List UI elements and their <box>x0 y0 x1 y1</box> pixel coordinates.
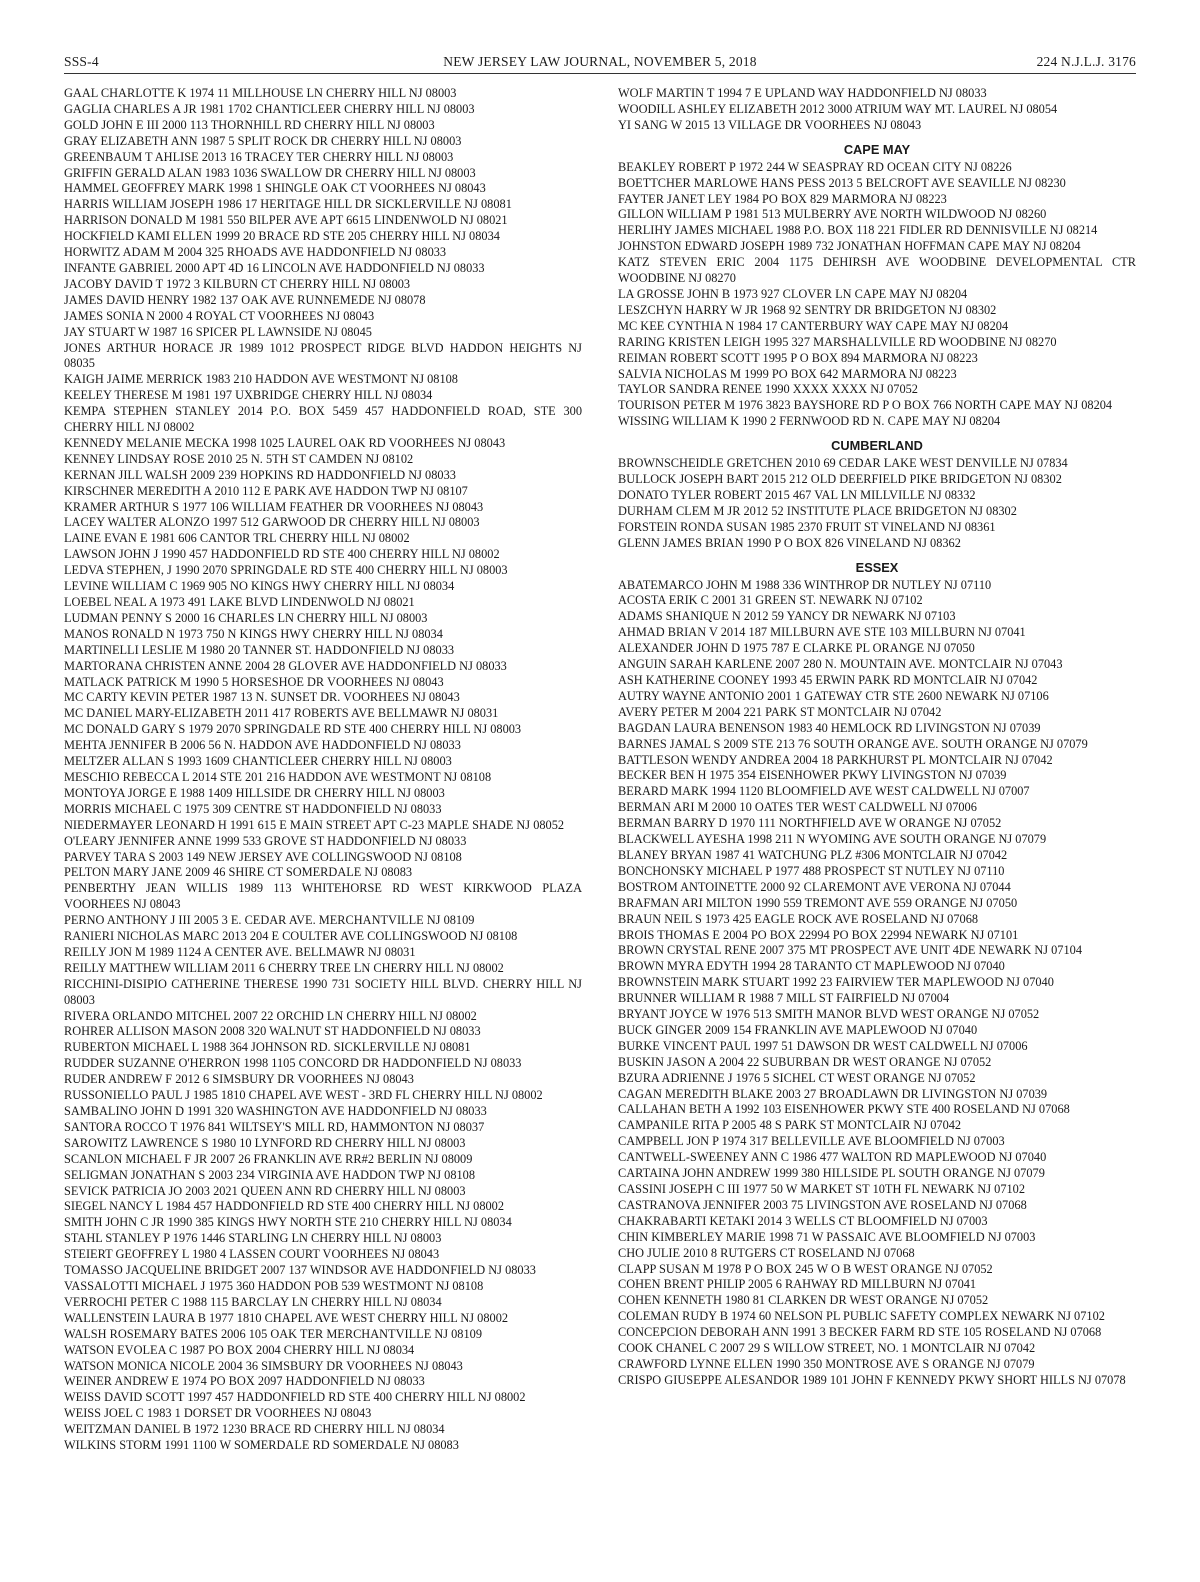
attorney-listing: BERMAN ARI M 2000 10 OATES TER WEST CALDWELL NJ 07006 <box>618 800 977 815</box>
attorney-listing: COOK CHANEL C 2007 29 S WILLOW STREET, NO. 1 MONTCLAIR NJ 07042 <box>618 1341 1036 1356</box>
attorney-listing: LUDMAN PENNY S 2000 16 CHARLES LN CHERRY HILL NJ 08003 <box>64 610 428 625</box>
attorney-listing: MC KEE CYNTHIA N 1984 17 CANTERBURY WAY CAPE MAY NJ 08204 <box>618 318 1009 333</box>
attorney-listing: BERARD MARK 1994 1120 BLOOMFIELD AVE WEST CALDWELL NJ 07007 <box>618 784 1030 799</box>
attorney-listing: GOLD JOHN E III 2000 113 THORNHILL RD CHERRY HILL NJ 08003 <box>64 117 435 132</box>
attorney-listing: AVERY PETER M 2004 221 PARK ST MONTCLAIR NJ 07042 <box>618 704 942 719</box>
attorney-listing: WATSON MONICA NICOLE 2004 36 SIMSBURY DR VOORHEES NJ 08043 <box>64 1358 463 1373</box>
attorney-listing: O'LEARY JENNIFER ANNE 1999 533 GROVE ST HADDONFIELD NJ 08033 <box>64 833 467 848</box>
attorney-listing: JONES ARTHUR HORACE JR 1989 1012 PROSPECT RIDGE BLVD HADDON HEIGHTS NJ 08035 <box>64 340 582 371</box>
attorney-listing: ACOSTA ERIK C 2001 31 GREEN ST. NEWARK NJ 07102 <box>618 593 923 608</box>
attorney-listing: BURKE VINCENT PAUL 1997 51 DAWSON DR WEST CALDWELL NJ 07006 <box>618 1038 1028 1053</box>
attorney-listing: BZURA ADRIENNE J 1976 5 SICHEL CT WEST ORANGE NJ 07052 <box>618 1070 976 1085</box>
attorney-listing: BOETTCHER MARLOWE HANS PESS 2013 5 BELCROFT AVE SEAVILLE NJ 08230 <box>618 175 1066 190</box>
attorney-listing: BRAUN NEIL S 1973 425 EAGLE ROCK AVE ROSELAND NJ 07068 <box>618 911 979 926</box>
attorney-listing: FORSTEIN RONDA SUSAN 1985 2370 FRUIT ST VINELAND NJ 08361 <box>618 519 996 534</box>
attorney-listing: BROWN CRYSTAL RENE 2007 375 MT PROSPECT AVE UNIT 4DE NEWARK NJ 07104 <box>618 943 1082 958</box>
attorney-listing: BATTLESON WENDY ANDREA 2004 18 PARKHURST PL MONTCLAIR NJ 07042 <box>618 752 1053 767</box>
attorney-listing: KEMPA STEPHEN STANLEY 2014 P.O. BOX 5459 457 HADDONFIELD ROAD, STE 300 CHERRY HILL NJ 08002 <box>64 404 582 435</box>
attorney-listing: WATSON EVOLEA C 1987 PO BOX 2004 CHERRY HILL NJ 08034 <box>64 1342 415 1357</box>
listing-columns <box>64 86 1136 1454</box>
attorney-listing: RUSSONIELLO PAUL J 1985 1810 CHAPEL AVE WEST - 3RD FL CHERRY HILL NJ 08002 <box>64 1088 543 1103</box>
attorney-listing: SANTORA ROCCO T 1976 841 WILTSEY'S MILL RD, HAMMONTON NJ 08037 <box>64 1119 485 1134</box>
attorney-listing: LAWSON JOHN J 1990 457 HADDONFIELD RD STE 400 CHERRY HILL NJ 08002 <box>64 547 500 562</box>
attorney-listing: RICCHINI-DISIPIO CATHERINE THERESE 1990 731 SOCIETY HILL BLVD. CHERRY HILL NJ 08003 <box>64 976 582 1007</box>
attorney-listing: RUBERTON MICHAEL L 1988 364 JOHNSON RD. SICKLERVILLE NJ 08081 <box>64 1040 471 1055</box>
attorney-listing: GAAL CHARLOTTE K 1974 11 MILLHOUSE LN CHERRY HILL NJ 08003 <box>64 86 457 100</box>
attorney-listing: BULLOCK JOSEPH BART 2015 212 OLD DEERFIELD PIKE BRIDGETON NJ 08302 <box>618 472 1062 487</box>
attorney-listing: KENNEDY MELANIE MECKA 1998 1025 LAUREL OAK RD VOORHEES NJ 08043 <box>64 435 506 450</box>
attorney-listing: RANIERI NICHOLAS MARC 2013 204 E COULTER AVE COLLINGSWOOD NJ 08108 <box>64 929 518 944</box>
attorney-listing: COHEN KENNETH 1980 81 CLARKEN DR WEST ORANGE NJ 07052 <box>618 1293 989 1308</box>
attorney-listing: FAYTER JANET LEY 1984 PO BOX 829 MARMORA NJ 08223 <box>618 191 947 206</box>
attorney-listing: WILKINS STORM 1991 1100 W SOMERDALE RD SOMERDALE NJ 08083 <box>64 1438 459 1453</box>
attorney-listing: CLAPP SUSAN M 1978 P O BOX 245 W O B WEST ORANGE NJ 07052 <box>618 1261 993 1276</box>
attorney-listing: PELTON MARY JANE 2009 46 SHIRE CT SOMERDALE NJ 08083 <box>64 865 413 880</box>
attorney-listing: MONTOYA JORGE E 1988 1409 HILLSIDE DR CHERRY HILL NJ 08003 <box>64 785 445 800</box>
attorney-listing: BERMAN BARRY D 1970 111 NORTHFIELD AVE W ORANGE NJ 07052 <box>618 816 1002 831</box>
attorney-listing: TOURISON PETER M 1976 3823 BAYSHORE RD P O BOX 766 NORTH CAPE MAY NJ 08204 <box>618 398 1113 413</box>
attorney-listing: BRAFMAN ARI MILTON 1990 559 TREMONT AVE 559 ORANGE NJ 07050 <box>618 895 1018 910</box>
attorney-listing: AUTRY WAYNE ANTONIO 2001 1 GATEWAY CTR STE 2600 NEWARK NJ 07106 <box>618 688 1049 703</box>
attorney-listing: SALVIA NICHOLAS M 1999 PO BOX 642 MARMORA NJ 08223 <box>618 366 957 381</box>
attorney-listing: CALLAHAN BETH A 1992 103 EISENHOWER PKWY STE 400 ROSELAND NJ 07068 <box>618 1102 1070 1117</box>
attorney-listing: HOCKFIELD KAMI ELLEN 1999 20 BRACE RD STE 205 CHERRY HILL NJ 08034 <box>64 229 500 244</box>
attorney-listing: ROHRER ALLISON MASON 2008 320 WALNUT ST HADDONFIELD NJ 08033 <box>64 1024 481 1039</box>
attorney-listing: WEISS JOEL C 1983 1 DORSET DR VOORHEES NJ 08043 <box>64 1406 372 1421</box>
attorney-listing: NIEDERMAYER LEONARD H 1991 615 E MAIN STREET APT C-23 MAPLE SHADE NJ 08052 <box>64 817 565 832</box>
attorney-listing: CHIN KIMBERLEY MARIE 1998 71 W PASSAIC AVE BLOOMFIELD NJ 07003 <box>618 1229 1036 1244</box>
left-column <box>64 86 582 1454</box>
attorney-listing: AHMAD BRIAN V 2014 187 MILLBURN AVE STE 103 MILLBURN NJ 07041 <box>618 625 1026 640</box>
attorney-listing: ALEXANDER JOHN D 1975 787 E CLARKE PL ORANGE NJ 07050 <box>618 641 975 656</box>
county-heading: ESSEX <box>855 559 899 575</box>
attorney-listing: HORWITZ ADAM M 2004 325 RHOADS AVE HADDONFIELD NJ 08033 <box>64 245 447 260</box>
attorney-listing: HARRISON DONALD M 1981 550 BILPER AVE APT 6615 LINDENWOLD NJ 08021 <box>64 213 508 228</box>
attorney-listing: PARVEY TARA S 2003 149 NEW JERSEY AVE COLLINGSWOOD NJ 08108 <box>64 849 462 864</box>
attorney-listing: BONCHONSKY MICHAEL P 1977 488 PROSPECT ST NUTLEY NJ 07110 <box>618 863 1005 878</box>
attorney-listing: BUCK GINGER 2009 154 FRANKLIN AVE MAPLEWOOD NJ 07040 <box>618 1022 978 1037</box>
attorney-listing: REILLY JON M 1989 1124 A CENTER AVE. BELLMAWR NJ 08031 <box>64 944 416 959</box>
attorney-listing: HARRIS WILLIAM JOSEPH 1986 17 HERITAGE HILL DR SICKLERVILLE NJ 08081 <box>64 197 512 212</box>
attorney-listing: CRAWFORD LYNNE ELLEN 1990 350 MONTROSE AVE S ORANGE NJ 07079 <box>618 1356 1035 1371</box>
attorney-listing: RUDER ANDREW F 2012 6 SIMSBURY DR VOORHEES NJ 08043 <box>64 1072 414 1087</box>
attorney-listing: BLANEY BRYAN 1987 41 WATCHUNG PLZ #306 MONTCLAIR NJ 07042 <box>618 847 1008 862</box>
attorney-listing: WALLENSTEIN LAURA B 1977 1810 CHAPEL AVE WEST CHERRY HILL NJ 08002 <box>64 1310 509 1325</box>
attorney-listing: TOMASSO JACQUELINE BRIDGET 2007 137 WINDSOR AVE HADDONFIELD NJ 08033 <box>64 1263 536 1278</box>
attorney-listing: JAMES DAVID HENRY 1982 137 OAK AVE RUNNEMEDE NJ 08078 <box>64 292 426 307</box>
attorney-listing: JAY STUART W 1987 16 SPICER PL LAWNSIDE NJ 08045 <box>64 324 372 339</box>
attorney-listing: MESCHIO REBECCA L 2014 STE 201 216 HADDON AVE WESTMONT NJ 08108 <box>64 769 492 784</box>
right-column <box>618 86 1136 1454</box>
attorney-listing: MORRIS MICHAEL C 1975 309 CENTRE ST HADDONFIELD NJ 08033 <box>64 801 442 816</box>
attorney-listing: MATLACK PATRICK M 1990 5 HORSESHOE DR VOORHEES NJ 08043 <box>64 674 444 689</box>
attorney-listing: COHEN BRENT PHILIP 2005 6 RAHWAY RD MILLBURN NJ 07041 <box>618 1277 977 1292</box>
attorney-listing: MANOS RONALD N 1973 750 N KINGS HWY CHERRY HILL NJ 08034 <box>64 626 443 641</box>
attorney-listing: BROIS THOMAS E 2004 PO BOX 22994 PO BOX 22994 NEWARK NJ 07101 <box>618 927 1019 942</box>
attorney-listing: SELIGMAN JONATHAN S 2003 234 VIRGINIA AVE HADDON TWP NJ 08108 <box>64 1167 476 1182</box>
attorney-listing: STEIERT GEOFFREY L 1980 4 LASSEN COURT VOORHEES NJ 08043 <box>64 1247 440 1262</box>
attorney-listing: INFANTE GABRIEL 2000 APT 4D 16 LINCOLN AVE HADDONFIELD NJ 08033 <box>64 260 485 275</box>
attorney-listing: BROWN MYRA EDYTH 1994 28 TARANTO CT MAPLEWOOD NJ 07040 <box>618 959 1005 974</box>
attorney-listing: LEDVA STEPHEN, J 1990 2070 SPRINGDALE RD STE 400 CHERRY HILL NJ 08003 <box>64 563 508 578</box>
attorney-listing: CANTWELL-SWEENEY ANN C 1986 477 WALTON RD MAPLEWOOD NJ 07040 <box>618 1150 1047 1165</box>
attorney-listing: KRAMER ARTHUR S 1977 106 WILLIAM FEATHER DR VOORHEES NJ 08043 <box>64 499 484 514</box>
attorney-listing: HAMMEL GEOFFREY MARK 1998 1 SHINGLE OAK CT VOORHEES NJ 08043 <box>64 181 486 196</box>
attorney-listing: BRYANT JOYCE W 1976 513 SMITH MANOR BLVD WEST ORANGE NJ 07052 <box>618 1007 1040 1022</box>
attorney-listing: CASTRANOVA JENNIFER 2003 75 LIVINGSTON AVE ROSELAND NJ 07068 <box>618 1197 1027 1212</box>
attorney-listing: CAMPBELL JON P 1974 317 BELLEVILLE AVE BLOOMFIELD NJ 07003 <box>618 1134 1005 1149</box>
attorney-listing: BAGDAN LAURA BENENSON 1983 40 HEMLOCK RD LIVINGSTON NJ 07039 <box>618 720 1041 735</box>
attorney-listing: WOODILL ASHLEY ELIZABETH 2012 3000 ATRIUM WAY MT. LAUREL NJ 08054 <box>618 101 1058 116</box>
attorney-listing: KAIGH JAIME MERRICK 1983 210 HADDON AVE WESTMONT NJ 08108 <box>64 372 458 387</box>
attorney-listing: GREENBAUM T AHLISE 2013 16 TRACEY TER CHERRY HILL NJ 08003 <box>64 149 454 164</box>
attorney-listing: PERNO ANTHONY J III 2005 3 E. CEDAR AVE. MERCHANTVILLE NJ 08109 <box>64 913 475 928</box>
attorney-listing: JACOBY DAVID T 1972 3 KILBURN CT CHERRY HILL NJ 08003 <box>64 276 411 291</box>
attorney-listing: VASSALOTTI MICHAEL J 1975 360 HADDON POB 539 WESTMONT NJ 08108 <box>64 1278 484 1293</box>
attorney-listing: SAROWITZ LAWRENCE S 1980 10 LYNFORD RD CHERRY HILL NJ 08003 <box>64 1135 466 1150</box>
attorney-listing: BRUNNER WILLIAM R 1988 7 MILL ST FAIRFIELD NJ 07004 <box>618 991 950 1006</box>
attorney-listing: ABATEMARCO JOHN M 1988 336 WINTHROP DR NUTLEY NJ 07110 <box>618 577 992 592</box>
attorney-listing: RARING KRISTEN LEIGH 1995 327 MARSHALLVILLE RD WOODBINE NJ 08270 <box>618 334 1057 349</box>
attorney-listing: KATZ STEVEN ERIC 2004 1175 DEHIRSH AVE WOODBINE DEVELOPMENTAL CTR WOODBINE NJ 08270 <box>618 255 1136 286</box>
attorney-listing: CARTAINA JOHN ANDREW 1999 380 HILLSIDE PL SOUTH ORANGE NJ 07079 <box>618 1166 1045 1181</box>
attorney-listing: JOHNSTON EDWARD JOSEPH 1989 732 JONATHAN HOFFMAN CAPE MAY NJ 08204 <box>618 239 1081 254</box>
attorney-listing: WISSING WILLIAM K 1990 2 FERNWOOD RD N. CAPE MAY NJ 08204 <box>618 414 1001 429</box>
attorney-listing: RUDDER SUZANNE O'HERRON 1998 1105 CONCORD DR HADDONFIELD NJ 08033 <box>64 1056 522 1071</box>
attorney-listing: ANGUIN SARAH KARLENE 2007 280 N. MOUNTAIN AVE. MONTCLAIR NJ 07043 <box>618 657 1063 672</box>
publication-title: NEW JERSEY LAW JOURNAL, NOVEMBER 5, 2018 <box>443 54 757 69</box>
attorney-listing: SCANLON MICHAEL F JR 2007 26 FRANKLIN AVE RR#2 BERLIN NJ 08009 <box>64 1151 473 1166</box>
attorney-listing: CHAKRABARTI KETAKI 2014 3 WELLS CT BLOOMFIELD NJ 07003 <box>618 1213 988 1228</box>
attorney-listing: CONCEPCION DEBORAH ANN 1991 3 BECKER FARM RD STE 105 ROSELAND NJ 07068 <box>618 1325 1102 1340</box>
attorney-listing: BROWNSTEIN MARK STUART 1992 23 FAIRVIEW TER MAPLEWOOD NJ 07040 <box>618 975 1054 990</box>
attorney-listing: MELTZER ALLAN S 1993 1609 CHANTICLEER CHERRY HILL NJ 08003 <box>64 754 452 769</box>
attorney-listing: LACEY WALTER ALONZO 1997 512 GARWOOD DR CHERRY HILL NJ 08003 <box>64 515 480 530</box>
attorney-listing: BEAKLEY ROBERT P 1972 244 W SEASPRAY RD OCEAN CITY NJ 08226 <box>618 159 1012 174</box>
attorney-listing: GRAY ELIZABETH ANN 1987 5 SPLIT ROCK DR CHERRY HILL NJ 08003 <box>64 133 462 148</box>
journal-page-reference: 224 N.J.L.J. 3176 <box>1036 54 1136 69</box>
attorney-listing: WALSH ROSEMARY BATES 2006 105 OAK TER MERCHANTVILLE NJ 08109 <box>64 1326 482 1341</box>
attorney-listing: LA GROSSE JOHN B 1973 927 CLOVER LN CAPE MAY NJ 08204 <box>618 286 968 301</box>
attorney-listing: CAGAN MEREDITH BLAKE 2003 27 BROADLAWN DR LIVINGSTON NJ 07039 <box>618 1086 1048 1101</box>
attorney-listing: WOLF MARTIN T 1994 7 E UPLAND WAY HADDONFIELD NJ 08033 <box>618 86 987 100</box>
attorney-listing: LOEBEL NEAL A 1973 491 LAKE BLVD LINDENWOLD NJ 08021 <box>64 595 415 609</box>
attorney-listing: WEISS DAVID SCOTT 1997 457 HADDONFIELD RD STE 400 CHERRY HILL NJ 08002 <box>64 1390 526 1405</box>
attorney-listing: MC DANIEL MARY-ELIZABETH 2011 417 ROBERTS AVE BELLMAWR NJ 08031 <box>64 706 499 721</box>
attorney-listing: SAMBALINO JOHN D 1991 320 WASHINGTON AVE HADDONFIELD NJ 08033 <box>64 1104 487 1118</box>
attorney-listing: GAGLIA CHARLES A JR 1981 1702 CHANTICLEER CHERRY HILL NJ 08003 <box>64 101 475 116</box>
attorney-listing: SMITH JOHN C JR 1990 385 KINGS HWY NORTH STE 210 CHERRY HILL NJ 08034 <box>64 1215 512 1230</box>
masthead-row <box>64 48 1136 73</box>
attorney-listing: BUSKIN JASON A 2004 22 SUBURBAN DR WEST ORANGE NJ 07052 <box>618 1054 992 1069</box>
attorney-listing: MEHTA JENNIFER B 2006 56 N. HADDON AVE HADDONFIELD NJ 08033 <box>64 738 461 753</box>
attorney-listing: WEITZMAN DANIEL B 1972 1230 BRACE RD CHERRY HILL NJ 08034 <box>64 1422 445 1437</box>
attorney-listing: SEVICK PATRICIA JO 2003 2021 QUEEN ANN RD CHERRY HILL NJ 08003 <box>64 1183 466 1198</box>
attorney-listing: REIMAN ROBERT SCOTT 1995 P O BOX 894 MARMORA NJ 08223 <box>618 350 978 365</box>
attorney-listing: GRIFFIN GERALD ALAN 1983 1036 SWALLOW DR CHERRY HILL NJ 08003 <box>64 165 476 180</box>
attorney-listing: LESZCHYN HARRY W JR 1968 92 SENTRY DR BRIDGETON NJ 08302 <box>618 302 997 317</box>
attorney-listing: REILLY MATTHEW WILLIAM 2011 6 CHERRY TREE LN CHERRY HILL NJ 08002 <box>64 960 504 975</box>
attorney-listing: ADAMS SHANIQUE N 2012 59 YANCY DR NEWARK NJ 07103 <box>618 609 956 624</box>
attorney-listing: HERLIHY JAMES MICHAEL 1988 P.O. BOX 118 221 FIDLER RD DENNISVILLE NJ 08214 <box>618 223 1098 238</box>
attorney-listing: DURHAM CLEM M JR 2012 52 INSTITUTE PLACE BRIDGETON NJ 08302 <box>618 503 1017 518</box>
attorney-listing: GLENN JAMES BRIAN 1990 P O BOX 826 VINELAND NJ 08362 <box>618 535 961 550</box>
attorney-listing: CRISPO GIUSEPPE ALESANDOR 1989 101 JOHN F KENNEDY PKWY SHORT HILLS NJ 07078 <box>618 1372 1126 1387</box>
attorney-listing: JAMES SONIA N 2000 4 ROYAL CT VOORHEES NJ 08043 <box>64 308 375 323</box>
attorney-listing: GILLON WILLIAM P 1981 513 MULBERRY AVE NORTH WILDWOOD NJ 08260 <box>618 207 1047 222</box>
attorney-listing: LEVINE WILLIAM C 1969 905 NO KINGS HWY CHERRY HILL NJ 08034 <box>64 579 455 594</box>
attorney-listing: BECKER BEN H 1975 354 EISENHOWER PKWY LIVINGSTON NJ 07039 <box>618 768 1007 783</box>
attorney-listing: YI SANG W 2015 13 VILLAGE DR VOORHEES NJ 08043 <box>618 117 922 132</box>
attorney-listing: MC DONALD GARY S 1979 2070 SPRINGDALE RD STE 400 CHERRY HILL NJ 08003 <box>64 722 522 737</box>
attorney-listing: SIEGEL NANCY L 1984 457 HADDONFIELD RD STE 400 CHERRY HILL NJ 08002 <box>64 1199 505 1214</box>
attorney-listing: STAHL STANLEY P 1976 1446 STARLING LN CHERRY HILL NJ 08003 <box>64 1231 442 1246</box>
attorney-listing: CHO JULIE 2010 8 RUTGERS CT ROSELAND NJ 07068 <box>618 1245 915 1260</box>
attorney-listing: ASH KATHERINE COONEY 1993 45 ERWIN PARK RD MONTCLAIR NJ 07042 <box>618 673 1038 687</box>
attorney-listing: LAINE EVAN E 1981 606 CANTOR TRL CHERRY HILL NJ 08002 <box>64 531 410 546</box>
attorney-listing: COLEMAN RUDY B 1974 60 NELSON PL PUBLIC SAFETY COMPLEX NEWARK NJ 07102 <box>618 1309 1105 1324</box>
attorney-listing: CAMPANILE RITA P 2005 48 S PARK ST MONTCLAIR NJ 07042 <box>618 1118 962 1133</box>
attorney-listing: MARTINELLI LESLIE M 1980 20 TANNER ST. HADDONFIELD NJ 08033 <box>64 642 455 657</box>
attorney-listing: BARNES JAMAL S 2009 STE 213 76 SOUTH ORANGE AVE. SOUTH ORANGE NJ 07079 <box>618 736 1088 751</box>
attorney-listing: BLACKWELL AYESHA 1998 211 N WYOMING AVE SOUTH ORANGE NJ 07079 <box>618 832 1047 847</box>
attorney-listing: WEINER ANDREW E 1974 PO BOX 2097 HADDONFIELD NJ 08033 <box>64 1374 425 1389</box>
attorney-listing: RIVERA ORLANDO MITCHEL 2007 22 ORCHID LN CHERRY HILL NJ 08002 <box>64 1008 477 1023</box>
attorney-listing: DONATO TYLER ROBERT 2015 467 VAL LN MILLVILLE NJ 08332 <box>618 487 976 502</box>
attorney-listing: KIRSCHNER MEREDITH A 2010 112 E PARK AVE HADDON TWP NJ 08107 <box>64 483 468 498</box>
attorney-listing: KENNEY LINDSAY ROSE 2010 25 N. 5TH ST CAMDEN NJ 08102 <box>64 451 414 466</box>
attorney-listing: BOSTROM ANTOINETTE 2000 92 CLAREMONT AVE VERONA NJ 07044 <box>618 879 1011 894</box>
county-heading: CAPE MAY <box>843 141 911 157</box>
attorney-listing: BROWNSCHEIDLE GRETCHEN 2010 69 CEDAR LAKE WEST DENVILLE NJ 07834 <box>618 456 1068 471</box>
attorney-listing: MARTORANA CHRISTEN ANNE 2004 28 GLOVER AVE HADDONFIELD NJ 08033 <box>64 658 507 673</box>
attorney-listing: KEELEY THERESE M 1981 197 UXBRIDGE CHERRY HILL NJ 08034 <box>64 388 433 403</box>
attorney-listing: CASSINI JOSEPH C III 1977 50 W MARKET ST 10TH FL NEWARK NJ 07102 <box>618 1182 1026 1196</box>
attorney-listing: MC CARTY KEVIN PETER 1987 13 N. SUNSET DR. VOORHEES NJ 08043 <box>64 690 460 705</box>
attorney-listing: VERROCHI PETER C 1988 115 BARCLAY LN CHERRY HILL NJ 08034 <box>64 1294 442 1309</box>
attorney-listing: KERNAN JILL WALSH 2009 239 HOPKINS RD HADDONFIELD NJ 08033 <box>64 467 456 482</box>
attorney-listing: TAYLOR SANDRA RENEE 1990 XXXX XXXX NJ 07052 <box>618 382 918 397</box>
attorney-listing: PENBERTHY JEAN WILLIS 1989 113 WHITEHORSE RD WEST KIRKWOOD PLAZA VOORHEES NJ 08043 <box>64 881 582 912</box>
section-page-number: SSS-4 <box>64 54 99 69</box>
county-heading: CUMBERLAND <box>831 438 923 454</box>
